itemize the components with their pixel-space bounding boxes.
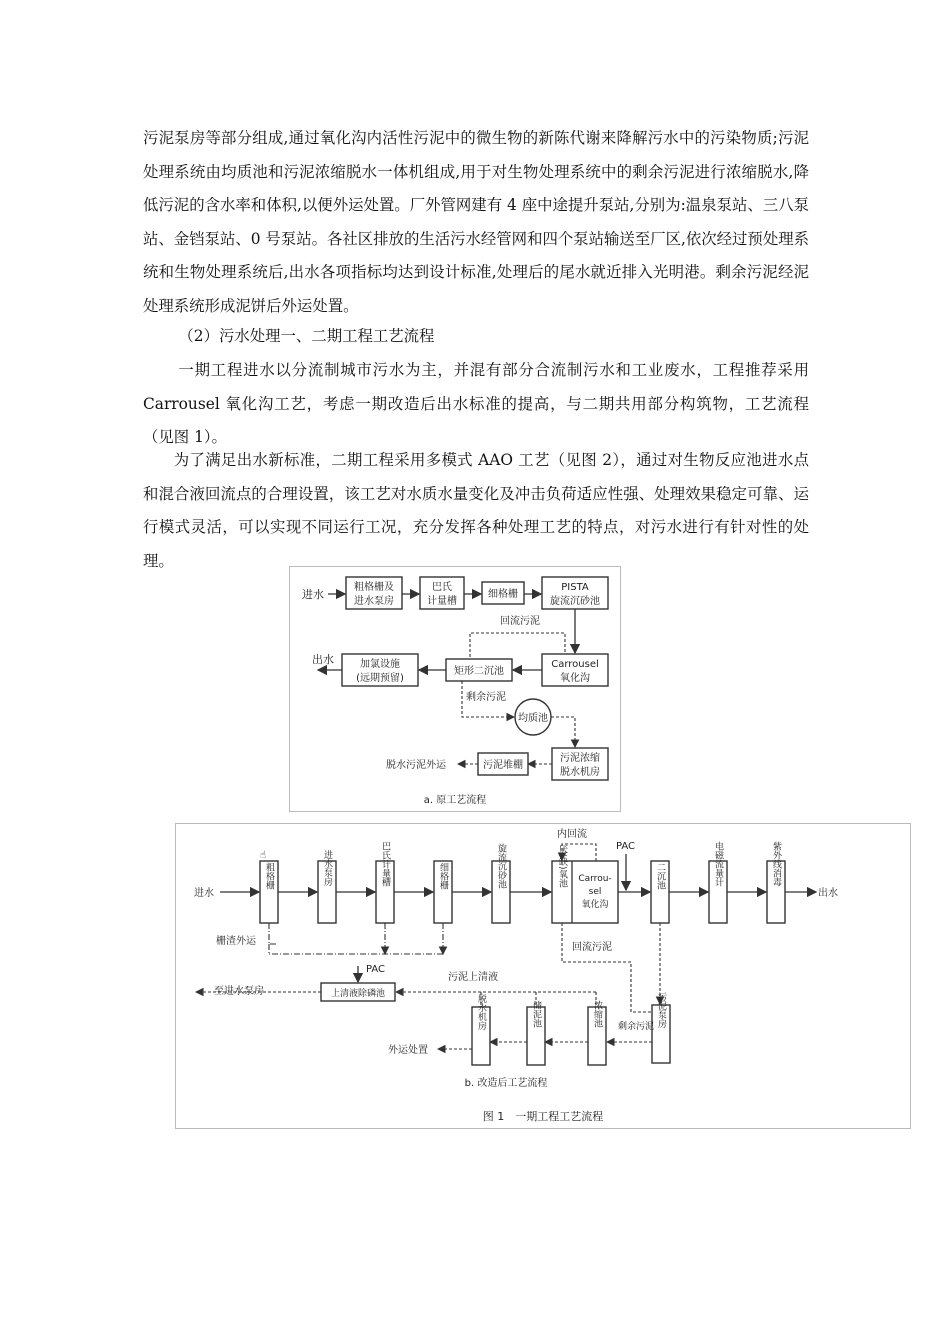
label-screenings: 栅渣外运 bbox=[216, 936, 256, 947]
figure-caption: 图 1 一期工程工艺流程 bbox=[482, 1110, 604, 1123]
label-coarse-1: 粗格栅及 bbox=[354, 582, 394, 593]
label-carrousel-3: 氧化沟 bbox=[581, 900, 609, 910]
flowchart-original bbox=[290, 567, 620, 811]
label-disposal: 外运处置 bbox=[388, 1045, 428, 1056]
section-heading-process: （2）污水处理一、二期工程工艺流程 bbox=[178, 327, 435, 345]
label-excess: 剩余污泥 bbox=[618, 1022, 655, 1032]
caption-a: a. 原工艺流程 bbox=[423, 795, 487, 806]
label-phos: 上清液除磷池 bbox=[330, 989, 386, 999]
label-meter: 电磁流量计 bbox=[713, 841, 723, 887]
hand-icon: ☝ bbox=[260, 850, 267, 861]
label-fine: 细格栅 bbox=[488, 589, 518, 600]
paragraph-sludge-system: 污泥泵房等部分组成,通过氧化沟内活性污泥中的微生物的新陈代谢来降解污水中的污染物质;污泥处理系统由均质池和污泥浓缩脱水一体机组成,用于对生物处理系统中的剩余污泥进行浓缩脱水,降低污泥的含水率和体积,以便外运处置。厂外管网建有 4 座中途提升泵站,分别为:温泉泵站、三八泵站、金铛泵站、0 号泵站。各社区排放的生活污水经管网和四个泵站输送至厂区,依次经过预处理系统和生物处理系统后,出水各项指标均达到设计标准,处理后的尾水就近排入光明港。剩余污泥经泥处理系统形成泥饼后外运处置。 bbox=[143, 129, 809, 315]
label-grit-2: 旋流沉砂池 bbox=[550, 596, 600, 607]
label-clarifier: 二沉池 bbox=[655, 862, 665, 890]
label-parshall-1: 巴氏 bbox=[432, 582, 452, 593]
label-coarse-2: 进水泵房 bbox=[354, 596, 394, 607]
label-carrousel-2: sel bbox=[588, 887, 602, 897]
label-carrousel-2: 氧化沟 bbox=[560, 673, 590, 684]
label-chlorine-1: 加氯设施 bbox=[360, 659, 400, 670]
label-uv: 紫外线消毒 bbox=[771, 841, 781, 887]
label-supernatant: 污泥上清液 bbox=[448, 972, 498, 983]
dashed-return bbox=[562, 923, 652, 1012]
label-thick: 浓缩池 bbox=[592, 1000, 602, 1028]
figure-upgraded-process bbox=[175, 823, 911, 1129]
label-excess-sludge: 剩余污泥 bbox=[466, 692, 506, 703]
label-coarse: 粗格栅 bbox=[264, 862, 274, 890]
caption-b: b. 改造后工艺流程 bbox=[464, 1078, 548, 1089]
flowchart-upgraded bbox=[176, 824, 910, 1128]
label-internal-return: 内回流 bbox=[557, 829, 587, 840]
label-chlorine-2: (远期预留) bbox=[356, 673, 404, 684]
label-to-pump: 至进水泵房 bbox=[214, 986, 264, 997]
label-grit: 旋流沉砂池 bbox=[496, 843, 506, 889]
label-sludge-pump: 污泥泵房 bbox=[656, 992, 666, 1028]
label-dewater-2: 脱水机房 bbox=[560, 767, 600, 778]
label-store: 储泥池 bbox=[531, 1000, 541, 1028]
label-parshall: 巴氏计量槽 bbox=[380, 841, 390, 887]
label-shed: 污泥堆棚 bbox=[483, 760, 523, 771]
label-outlet: 出水 bbox=[818, 888, 838, 899]
label-inlet: 进水 bbox=[194, 888, 214, 899]
figure-original-process bbox=[289, 566, 621, 812]
label-pac-top: PAC bbox=[616, 841, 636, 852]
label-anox: 厌(缺)氧池 bbox=[557, 844, 567, 888]
dashed-internal-return bbox=[562, 844, 596, 861]
dashdot-line bbox=[269, 923, 276, 944]
label-return-sludge: 回流污泥 bbox=[500, 616, 540, 627]
paragraph-phase2: 为了满足出水新标准，二期工程采用多模式 AAO 工艺（见图 2），通过对生物反应池进水点和混合液回流点的合理设置，该工艺对水质水量变化及冲击负荷适应性强、处理效果稳定可靠、运行模式灵活，可以实现不同运行工况，充分发挥各种处理工艺的特点，对污水进行有针对性的处理。 bbox=[143, 451, 809, 570]
label-return-sludge: 回流污泥 bbox=[572, 942, 612, 953]
dashed-line bbox=[551, 717, 575, 747]
label-parshall-2: 计量槽 bbox=[427, 596, 457, 607]
label-fine: 细格栅 bbox=[438, 862, 448, 890]
label-inlet: 进水 bbox=[302, 588, 324, 601]
label-dewater-1: 污泥浓缩 bbox=[560, 753, 600, 764]
label-carrousel-1: Carrousel bbox=[551, 659, 599, 670]
label-grit-1: PISTA bbox=[561, 582, 589, 593]
label-export: 脱水污泥外运 bbox=[386, 760, 446, 771]
paragraph-phase1: 一期工程进水以分流制城市污水为主，并混有部分合流制污水和工业废水，工程推荐采用 Carrousel 氧化沟工艺，考虑一期改造后出水标准的提高，与二期共用部分构筑物，工艺流程（见图 1）。 bbox=[143, 361, 809, 446]
label-pac-mid: PAC bbox=[366, 964, 386, 975]
label-clarifier: 矩形二沉池 bbox=[454, 666, 504, 677]
label-carrousel-1: Carrou- bbox=[578, 874, 612, 884]
label-dewater: 脱水机房 bbox=[476, 994, 486, 1030]
label-homog: 均质池 bbox=[518, 713, 548, 724]
label-outlet: 出水 bbox=[312, 653, 334, 666]
label-pump: 进水泵房 bbox=[322, 850, 332, 886]
